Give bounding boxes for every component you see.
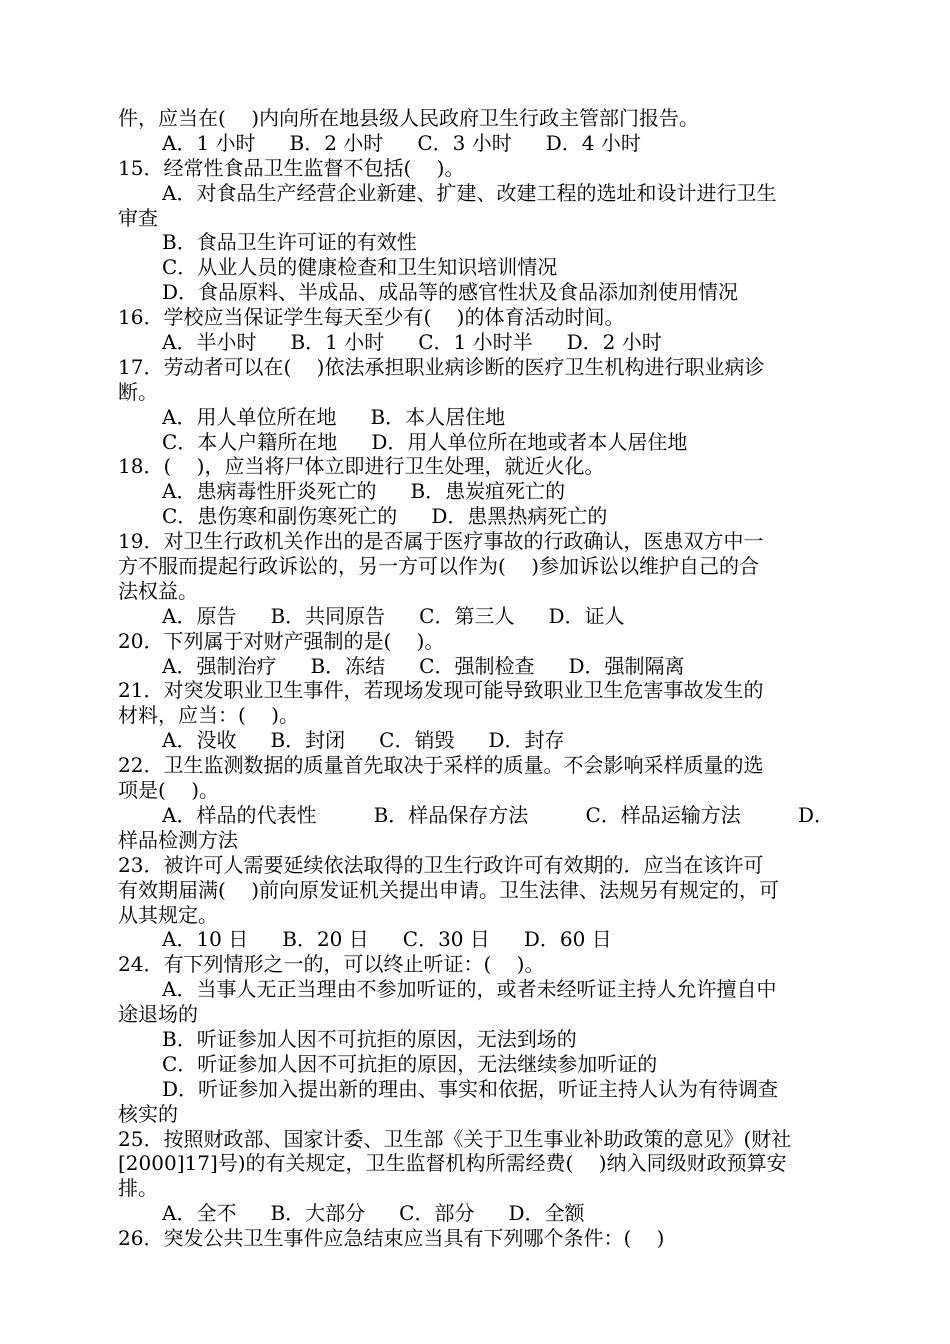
question-stem-line: 23．被许可人需要延续依法取得的卫生行政许可有效期的．应当在该许可 bbox=[118, 852, 764, 877]
answer-option-line: C．从业人员的健康检查和卫生知识培训情况 bbox=[162, 255, 558, 280]
answer-options-row bbox=[118, 131, 834, 156]
question-stem-line: 25．按照财政部、国家计委、卫生部《关于卫生事业补助政策的意见》(财社 bbox=[118, 1126, 792, 1151]
answer-options-row bbox=[118, 330, 834, 355]
question-stem-line: 16．学校应当保证学生每天至少有( )的体育活动时间。 bbox=[118, 305, 625, 330]
continuation-line: 有效期届满( )前向原发证机关提出申请。卫生法律、法规另有规定的，可 bbox=[118, 877, 780, 902]
answer-option: B．20 日 bbox=[282, 927, 369, 952]
answer-option: B．大部分 bbox=[270, 1201, 366, 1226]
continuation-line: 材料，应当：( )。 bbox=[118, 703, 300, 728]
answer-options-row bbox=[118, 504, 834, 529]
answer-option: A．强制治疗 bbox=[162, 653, 277, 678]
continuation-line: 审查 bbox=[118, 205, 158, 230]
answer-option: B．样品保存方法 bbox=[373, 802, 529, 827]
answer-option: C．样品运输方法 bbox=[585, 802, 741, 827]
answer-option-line: C．听证参加人因不可抗拒的原因，无法继续参加听证的 bbox=[162, 1051, 658, 1076]
continuation-line: 从其规定。 bbox=[118, 902, 218, 927]
answer-option: A．样品的代表性 bbox=[162, 802, 317, 827]
answer-option: D．2 小时 bbox=[566, 330, 662, 355]
continuation-line: 途退场的 bbox=[118, 1002, 198, 1027]
answer-option: B．1 小时 bbox=[290, 330, 385, 355]
answer-option: B．冻结 bbox=[310, 653, 386, 678]
continuation-line: [2000]17]号)的有关规定，卫生监督机构所需经费( )纳入同级财政预算安 bbox=[118, 1151, 787, 1176]
answer-option: D．60 日 bbox=[523, 927, 612, 952]
answer-options-row bbox=[118, 803, 834, 828]
answer-option: A．没收 bbox=[162, 728, 237, 753]
answer-options-row bbox=[118, 1201, 834, 1226]
answer-option-line: B．听证参加人因不可抗拒的原因，无法到场的 bbox=[162, 1026, 577, 1051]
answer-option: A．原告 bbox=[162, 603, 237, 628]
continuation-line: 法权益。 bbox=[118, 578, 198, 603]
answer-option-line: A．当事人无正当理由不参加听证的，或者未经听证主持人允许擅自中 bbox=[162, 977, 777, 1002]
answer-option: D．全额 bbox=[508, 1201, 585, 1226]
answer-option: D． bbox=[797, 802, 834, 827]
question-stem-line: 18．( )，应当将尸体立即进行卫生处理，就近火化。 bbox=[118, 454, 605, 479]
answer-option: A．患病毒性肝炎死亡的 bbox=[162, 479, 377, 504]
answer-options-row bbox=[118, 654, 834, 679]
answer-option-line: B．食品卫生许可证的有效性 bbox=[162, 230, 417, 255]
answer-option: A．10 日 bbox=[162, 927, 249, 952]
answer-option: A．用人单位所在地 bbox=[162, 404, 337, 429]
continuation-line: 方不服而提起行政诉讼的，另一方可以作为( )参加诉讼以维护自己的合 bbox=[118, 554, 760, 579]
answer-option: C．1 小时半 bbox=[418, 330, 533, 355]
continuation-line: 排。 bbox=[118, 1176, 158, 1201]
answer-option: C．3 小时 bbox=[417, 130, 512, 155]
continuation-line: 断。 bbox=[118, 379, 158, 404]
answer-option: C．第三人 bbox=[419, 603, 515, 628]
answer-option: D．用人单位所在地或者本人居住地 bbox=[371, 429, 688, 454]
answer-option: B．本人居住地 bbox=[370, 404, 506, 429]
answer-options-row bbox=[118, 405, 834, 430]
continuation-line: 项是( )。 bbox=[118, 778, 220, 803]
question-stem-line: 15．经常性食品卫生监督不包括( )。 bbox=[118, 155, 465, 180]
answer-option: C．30 日 bbox=[402, 927, 490, 952]
question-stem-line: 17．劳动者可以在( )依法承担职业病诊断的医疗卫生机构进行职业病诊 bbox=[118, 354, 765, 379]
answer-option: B．患炭疽死亡的 bbox=[410, 479, 566, 504]
answer-option: A．全不 bbox=[162, 1201, 237, 1226]
answer-option: A．半小时 bbox=[162, 330, 257, 355]
answer-option: D．封存 bbox=[488, 728, 565, 753]
answer-options-row bbox=[118, 728, 834, 753]
document-page bbox=[118, 106, 834, 1251]
answer-options-row bbox=[118, 927, 834, 952]
question-stem-line: 22．卫生监测数据的质量首先取决于采样的质量。不会影响采样质量的选 bbox=[118, 753, 764, 778]
answer-option: D．4 小时 bbox=[545, 130, 641, 155]
question-stem-line: 21．对突发职业卫生事件，若现场发现可能导致职业卫生危害事故发生的 bbox=[118, 678, 764, 703]
answer-options-row bbox=[118, 430, 834, 455]
answer-option: B．2 小时 bbox=[289, 130, 384, 155]
answer-option: A．1 小时 bbox=[162, 130, 256, 155]
answer-option: C．患伤寒和副伤寒死亡的 bbox=[162, 504, 398, 529]
answer-option: D．患黑热病死亡的 bbox=[431, 504, 608, 529]
answer-option: C．部分 bbox=[399, 1201, 475, 1226]
answer-option-line: D．食品原料、半成品、成品等的感官性状及食品添加剂使用情况 bbox=[162, 280, 739, 305]
answer-options-row bbox=[118, 479, 834, 504]
answer-option: D．证人 bbox=[548, 603, 625, 628]
question-stem-line: 19．对卫生行政机关作出的是否属于医疗事故的行政确认，医患双方中一 bbox=[118, 529, 764, 554]
continuation-line: 核实的 bbox=[118, 1101, 178, 1126]
answer-option: D．强制隔离 bbox=[568, 653, 685, 678]
answer-option: C．销毁 bbox=[379, 728, 455, 753]
answer-option: C．强制检查 bbox=[419, 653, 535, 678]
continuation-line: 件，应当在( )内向所在地县级人民政府卫生行政主管部门报告。 bbox=[118, 106, 700, 130]
answer-option-line: D．听证参加入提出新的理由、事实和依据，听证主持人认为有待调查 bbox=[162, 1076, 779, 1101]
continuation-line: 样品检测方法 bbox=[118, 827, 238, 852]
answer-option: B．封闭 bbox=[270, 728, 346, 753]
answer-option: C．本人户籍所在地 bbox=[162, 429, 338, 454]
answer-option: B．共同原告 bbox=[270, 603, 386, 628]
answer-options-row bbox=[118, 604, 834, 629]
question-stem-line: 20．下列属于对财产强制的是( )。 bbox=[118, 628, 445, 653]
answer-option-line: A．对食品生产经营企业新建、扩建、改建工程的选址和设计进行卫生 bbox=[162, 180, 777, 205]
question-stem-line: 24．有下列情形之一的，可以终止听证：( )。 bbox=[118, 952, 545, 977]
question-stem-line: 26．突发公共卫生事件应急结束应当具有下列哪个条件：( ) bbox=[118, 1226, 665, 1251]
